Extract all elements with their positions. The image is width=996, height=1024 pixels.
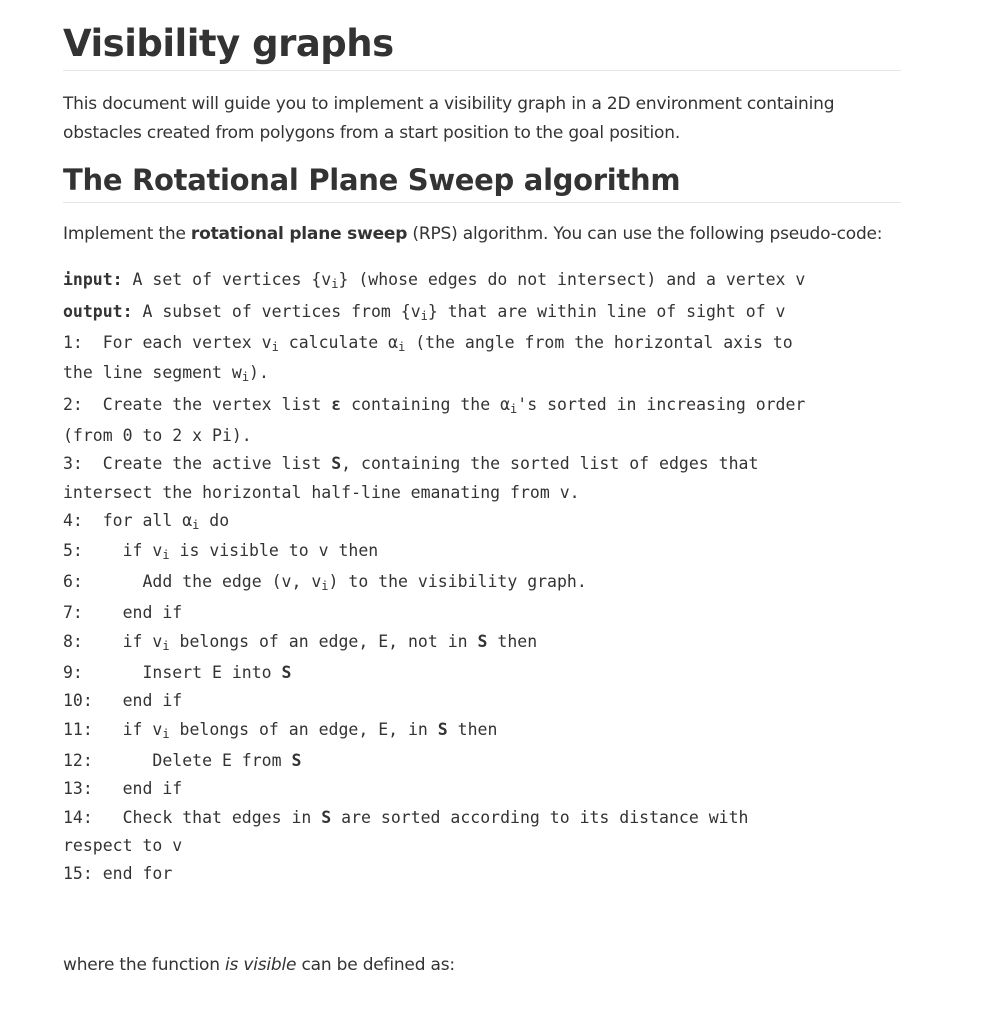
code-text: containing the α	[341, 395, 511, 414]
code-text: calculate α	[278, 333, 399, 352]
code-line-11	[63, 719, 497, 745]
set-symbol: S	[437, 720, 448, 739]
code-text: 3: Create the active list	[63, 454, 332, 473]
set-symbol: S	[321, 808, 332, 827]
footer-text-post: can be defined as:	[296, 955, 455, 975]
set-symbol: S	[291, 751, 302, 770]
code-line-15	[63, 863, 172, 885]
set-symbol: S	[477, 632, 488, 651]
code-text: (from 0 to 2 x Pi).	[63, 426, 252, 445]
footer-paragraph	[63, 951, 455, 979]
code-text: 6: Add the edge (v, v	[63, 572, 322, 591]
set-symbol: S	[331, 454, 342, 473]
code-text: 14: Check that edges in	[63, 808, 322, 827]
code-text: the line segment w	[63, 363, 242, 382]
code-text: then	[487, 632, 538, 651]
instruction-bold-term: rotational plane sweep	[190, 224, 408, 244]
code-line-6	[63, 571, 587, 597]
code-text: do	[199, 511, 230, 530]
code-text: belongs of an edge, E, not in	[169, 632, 478, 651]
code-text: 5: if v	[63, 541, 163, 560]
subscript: i	[510, 402, 518, 416]
code-text: } that are within line of sight of v	[427, 302, 786, 321]
code-line-12	[63, 750, 301, 772]
code-text: 4: for all α	[63, 511, 193, 530]
code-text: , containing the sorted list of edges that	[341, 454, 759, 473]
code-text: 2: Create the vertex list	[63, 395, 332, 414]
code-text: 7: end if	[63, 603, 183, 622]
subscript: i	[271, 340, 279, 354]
code-line-1	[63, 332, 793, 358]
set-symbol: S	[281, 663, 292, 682]
code-line-1-cont	[63, 362, 269, 388]
code-line-2	[63, 394, 805, 420]
output-label: output:	[63, 302, 133, 321]
code-text: 11: if v	[63, 720, 163, 739]
code-text: belongs of an edge, E, in	[169, 720, 438, 739]
intro-paragraph: This document will guide you to implement a visibility graph in a 2D environment containing obstacles created from polygons from a start position to the goal position.	[63, 94, 835, 143]
code-line-input	[63, 269, 805, 295]
code-line-5	[63, 540, 378, 566]
code-text: 12: Delete E from	[63, 751, 292, 770]
footer-italic-term: is visible	[224, 955, 297, 975]
subscript: i	[162, 639, 170, 653]
footer-text-pre: where the function	[63, 955, 225, 975]
epsilon-symbol: ε	[331, 395, 342, 414]
subscript: i	[321, 579, 329, 593]
code-line-14	[63, 807, 748, 829]
code-line-13	[63, 778, 182, 800]
subscript: i	[398, 340, 406, 354]
subscript: i	[241, 370, 250, 384]
instruction-paragraph	[63, 221, 901, 247]
code-text: is visible to v then	[169, 541, 379, 560]
code-line-14-cont	[63, 835, 182, 857]
code-line-3	[63, 453, 758, 475]
subscript: i	[192, 518, 200, 532]
code-line-10	[63, 690, 182, 712]
code-line-3-cont	[63, 482, 580, 504]
code-line-4	[63, 510, 229, 536]
code-line-8	[63, 631, 537, 657]
code-line-2-cont	[63, 425, 252, 447]
code-text: intersect the horizontal half-line emanating from v.	[63, 483, 580, 502]
input-label: input:	[63, 270, 123, 289]
subscript: i	[162, 727, 170, 741]
instruction-text-post: (RPS) algorithm. You can use the following pseudo-code:	[407, 224, 883, 244]
code-text: 13: end if	[63, 779, 183, 798]
code-text: 10: end if	[63, 691, 183, 710]
code-text: ).	[249, 363, 269, 382]
code-text: 's sorted in increasing order	[517, 395, 806, 414]
code-text: 15: end for	[63, 864, 173, 883]
page-title: Visibility graphs	[63, 0, 901, 71]
code-text: (the angle from the horizontal axis to	[405, 333, 793, 352]
code-text: respect to v	[63, 836, 183, 855]
code-text: 9: Insert E into	[63, 663, 282, 682]
code-text: are sorted according to its distance with	[331, 808, 749, 827]
instruction-text-pre: Implement the	[63, 224, 191, 244]
code-line-7	[63, 602, 182, 624]
code-text: 1: For each vertex v	[63, 333, 272, 352]
code-line-9	[63, 662, 291, 684]
section-heading: The Rotational Plane Sweep algorithm	[63, 160, 901, 203]
subscript: i	[331, 277, 339, 291]
code-text: then	[447, 720, 498, 739]
code-text: A set of vertices {v	[122, 270, 332, 289]
subscript: i	[420, 309, 428, 323]
code-text: } (whose edges do not intersect) and a vertex v	[338, 270, 806, 289]
code-text: A subset of vertices from {v	[132, 302, 421, 321]
subscript: i	[162, 548, 170, 562]
code-text: 8: if v	[63, 632, 163, 651]
code-line-output	[63, 301, 786, 327]
code-text: ) to the visibility graph.	[328, 572, 587, 591]
